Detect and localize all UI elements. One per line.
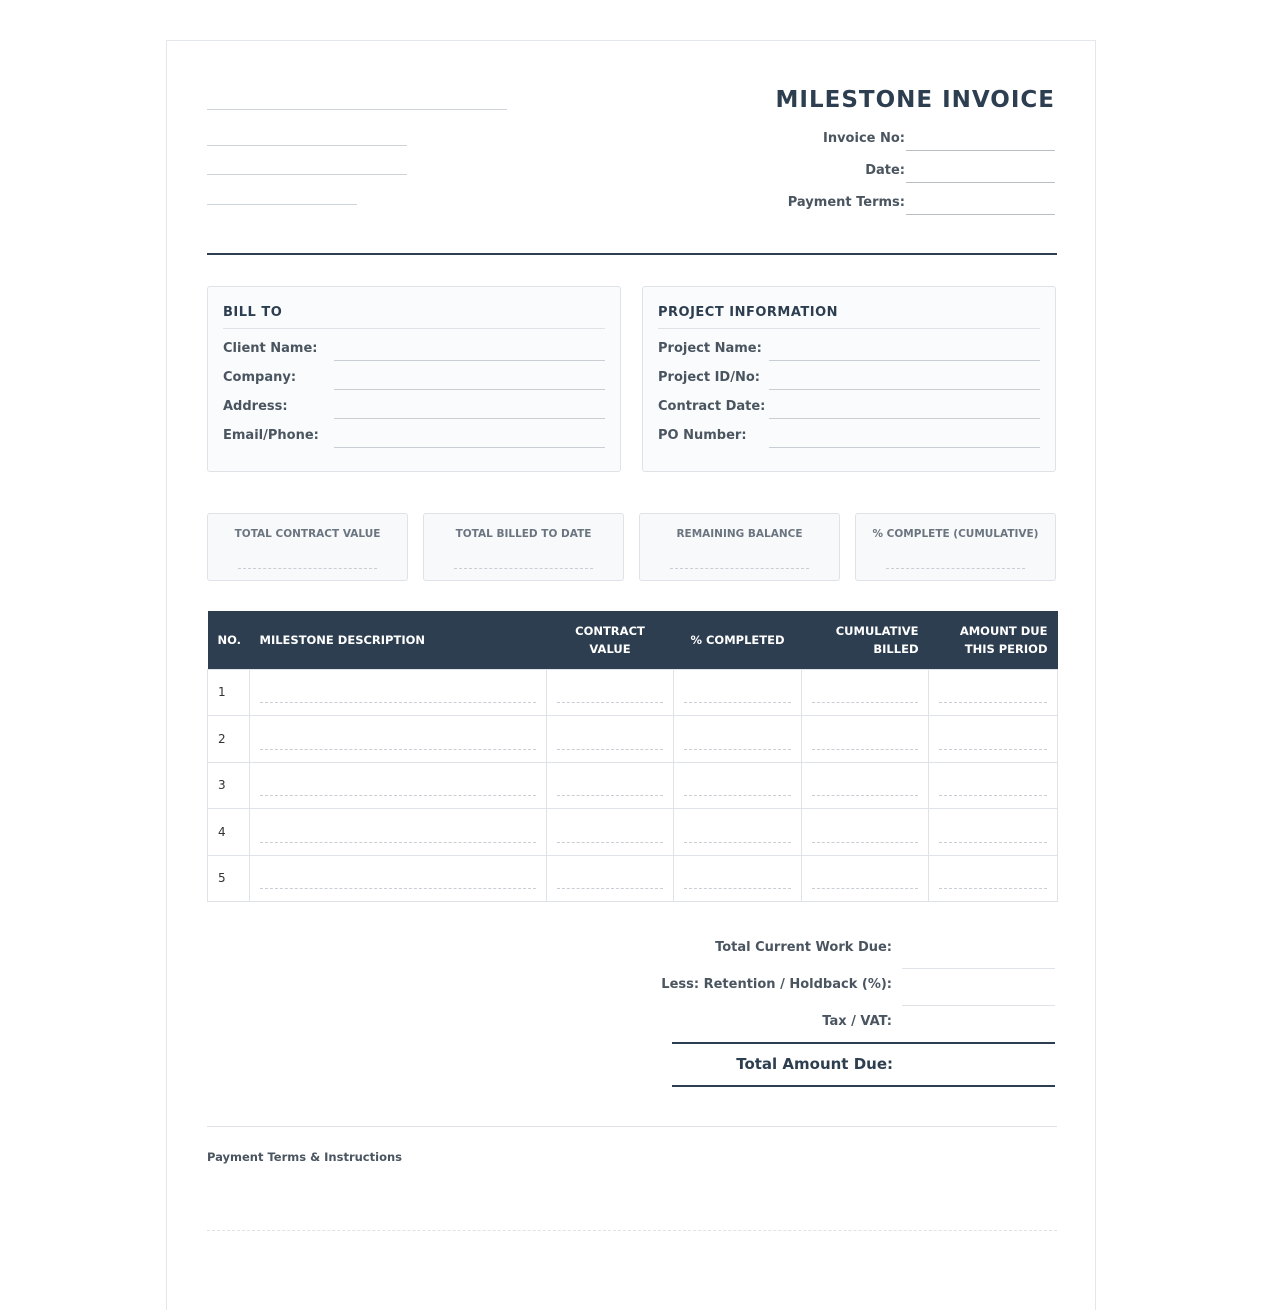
summary-card-title: % COMPLETE (CUMULATIVE) bbox=[872, 528, 1039, 540]
bill-to-divider bbox=[223, 328, 605, 329]
description-cell[interactable] bbox=[250, 762, 547, 809]
cumulative-billed-cell[interactable] bbox=[802, 669, 929, 716]
email-phone-field[interactable] bbox=[334, 447, 605, 448]
cumulative-billed-cell[interactable] bbox=[802, 809, 929, 856]
contract-value-cell[interactable] bbox=[547, 762, 674, 809]
table-row bbox=[208, 716, 1058, 763]
project-name-field[interactable] bbox=[769, 360, 1040, 361]
table-row bbox=[208, 762, 1058, 809]
header-cumulative-billed-line-1: CUMULATIVE bbox=[835, 623, 919, 638]
total-current-work-label: Total Current Work Due: bbox=[715, 940, 892, 955]
milestone-table-header bbox=[208, 611, 1058, 669]
amount-due-cell[interactable] bbox=[929, 762, 1058, 809]
row-number: 1 bbox=[208, 669, 250, 716]
address-row bbox=[223, 399, 605, 419]
cumulative-billed-cell[interactable] bbox=[802, 855, 929, 902]
amount-due-cell[interactable] bbox=[929, 669, 1058, 716]
table-row bbox=[208, 809, 1058, 856]
description-cell[interactable] bbox=[250, 716, 547, 763]
amount-due-cell[interactable] bbox=[929, 855, 1058, 902]
po-number-label: PO Number: bbox=[658, 428, 747, 443]
project-id-row bbox=[658, 370, 1040, 390]
pct-completed-cell[interactable] bbox=[674, 855, 802, 902]
pct-completed-cell[interactable] bbox=[674, 716, 802, 763]
email-phone-row bbox=[223, 428, 605, 448]
header-cumulative-billed-line-2: BILLED bbox=[873, 641, 919, 656]
summary-card-value-field[interactable] bbox=[238, 568, 377, 569]
pct-completed-cell[interactable] bbox=[674, 809, 802, 856]
company-address-line-1[interactable] bbox=[207, 145, 407, 146]
summary-card-value-field[interactable] bbox=[454, 568, 593, 569]
company-address-line-3[interactable] bbox=[207, 204, 357, 205]
payment-instructions-title: Payment Terms & Instructions bbox=[207, 1150, 403, 1164]
header-amount-due-line-1: AMOUNT DUE bbox=[959, 623, 1048, 638]
row-number: 3 bbox=[208, 762, 250, 809]
pct-completed-cell[interactable] bbox=[674, 762, 802, 809]
table-row bbox=[208, 855, 1058, 902]
payment-terms-label: Payment Terms: bbox=[787, 195, 905, 210]
row-number: 4 bbox=[208, 809, 250, 856]
client-name-row bbox=[223, 341, 605, 361]
row-number: 5 bbox=[208, 855, 250, 902]
po-number-row bbox=[658, 428, 1040, 448]
retention-row bbox=[635, 969, 1055, 1006]
retention-label: Less: Retention / Holdback (%): bbox=[661, 977, 892, 992]
header-contract-value: CONTRACT VALUE bbox=[547, 611, 674, 669]
summary-card-percent-complete bbox=[855, 513, 1056, 581]
header-no: NO. bbox=[208, 611, 250, 669]
header-divider bbox=[207, 253, 1057, 255]
payment-instructions-field[interactable] bbox=[207, 1230, 1057, 1231]
table-row bbox=[208, 669, 1058, 716]
milestone-table bbox=[207, 611, 1058, 902]
project-name-row bbox=[658, 341, 1040, 361]
amount-due-cell[interactable] bbox=[929, 809, 1058, 856]
client-name-field[interactable] bbox=[334, 360, 605, 361]
header-cumulative-billed bbox=[802, 611, 929, 669]
contract-value-cell[interactable] bbox=[547, 809, 674, 856]
grand-total-row bbox=[672, 1042, 1055, 1087]
project-info-panel bbox=[642, 286, 1056, 472]
invoice-date-row bbox=[655, 163, 1055, 183]
address-field[interactable] bbox=[334, 418, 605, 419]
contract-value-cell[interactable] bbox=[547, 716, 674, 763]
company-row bbox=[223, 370, 605, 390]
summary-card-value-field[interactable] bbox=[670, 568, 809, 569]
summary-card-title: REMAINING BALANCE bbox=[676, 528, 803, 540]
contract-date-row bbox=[658, 399, 1040, 419]
payment-terms-field[interactable] bbox=[906, 214, 1055, 215]
grand-total-label: Total Amount Due: bbox=[736, 1055, 893, 1073]
total-current-work-row bbox=[635, 932, 1055, 969]
cumulative-billed-cell[interactable] bbox=[802, 716, 929, 763]
header-pct-completed: % COMPLETED bbox=[674, 611, 802, 669]
project-id-field[interactable] bbox=[769, 389, 1040, 390]
company-field[interactable] bbox=[334, 389, 605, 390]
invoice-title: MILESTONE INVOICE bbox=[775, 87, 1055, 113]
summary-card-total-contract-value bbox=[207, 513, 408, 581]
invoice-page bbox=[166, 40, 1096, 1310]
payment-terms-row bbox=[655, 195, 1055, 215]
invoice-date-field[interactable] bbox=[906, 182, 1055, 183]
po-number-field[interactable] bbox=[769, 447, 1040, 448]
company-label: Company: bbox=[223, 370, 297, 385]
description-cell[interactable] bbox=[250, 855, 547, 902]
header-description: MILESTONE DESCRIPTION bbox=[250, 611, 547, 669]
summary-card-remaining-balance bbox=[639, 513, 840, 581]
invoice-number-label: Invoice No: bbox=[822, 131, 905, 146]
invoice-number-row bbox=[655, 131, 1055, 151]
project-name-label: Project Name: bbox=[658, 341, 762, 356]
cumulative-billed-cell[interactable] bbox=[802, 762, 929, 809]
tax-row bbox=[635, 1006, 1055, 1043]
row-number: 2 bbox=[208, 716, 250, 763]
project-info-title: PROJECT INFORMATION bbox=[658, 305, 839, 320]
pct-completed-cell[interactable] bbox=[674, 669, 802, 716]
summary-card-title: TOTAL BILLED TO DATE bbox=[455, 528, 592, 540]
header-amount-due bbox=[929, 611, 1058, 669]
contract-date-field[interactable] bbox=[769, 418, 1040, 419]
footer-divider bbox=[207, 1126, 1057, 1127]
bill-to-title: BILL TO bbox=[223, 305, 283, 320]
company-address-line-2[interactable] bbox=[207, 174, 407, 175]
amount-due-cell[interactable] bbox=[929, 716, 1058, 763]
invoice-number-field[interactable] bbox=[906, 150, 1055, 151]
company-name-line[interactable] bbox=[207, 109, 507, 110]
tax-label: Tax / VAT: bbox=[822, 1014, 892, 1029]
summary-card-value-field[interactable] bbox=[886, 568, 1025, 569]
contract-value-cell[interactable] bbox=[547, 669, 674, 716]
client-name-label: Client Name: bbox=[223, 341, 318, 356]
invoice-date-label: Date: bbox=[865, 163, 905, 178]
description-cell[interactable] bbox=[250, 669, 547, 716]
contract-date-label: Contract Date: bbox=[658, 399, 766, 414]
address-label: Address: bbox=[223, 399, 288, 414]
summary-card-title: TOTAL CONTRACT VALUE bbox=[234, 528, 381, 540]
project-info-divider bbox=[658, 328, 1040, 329]
header-amount-due-line-2: THIS PERIOD bbox=[964, 641, 1048, 656]
email-phone-label: Email/Phone: bbox=[223, 428, 319, 443]
summary-card-total-billed bbox=[423, 513, 624, 581]
description-cell[interactable] bbox=[250, 809, 547, 856]
contract-value-cell[interactable] bbox=[547, 855, 674, 902]
bill-to-panel bbox=[207, 286, 621, 472]
project-id-label: Project ID/No: bbox=[658, 370, 760, 385]
